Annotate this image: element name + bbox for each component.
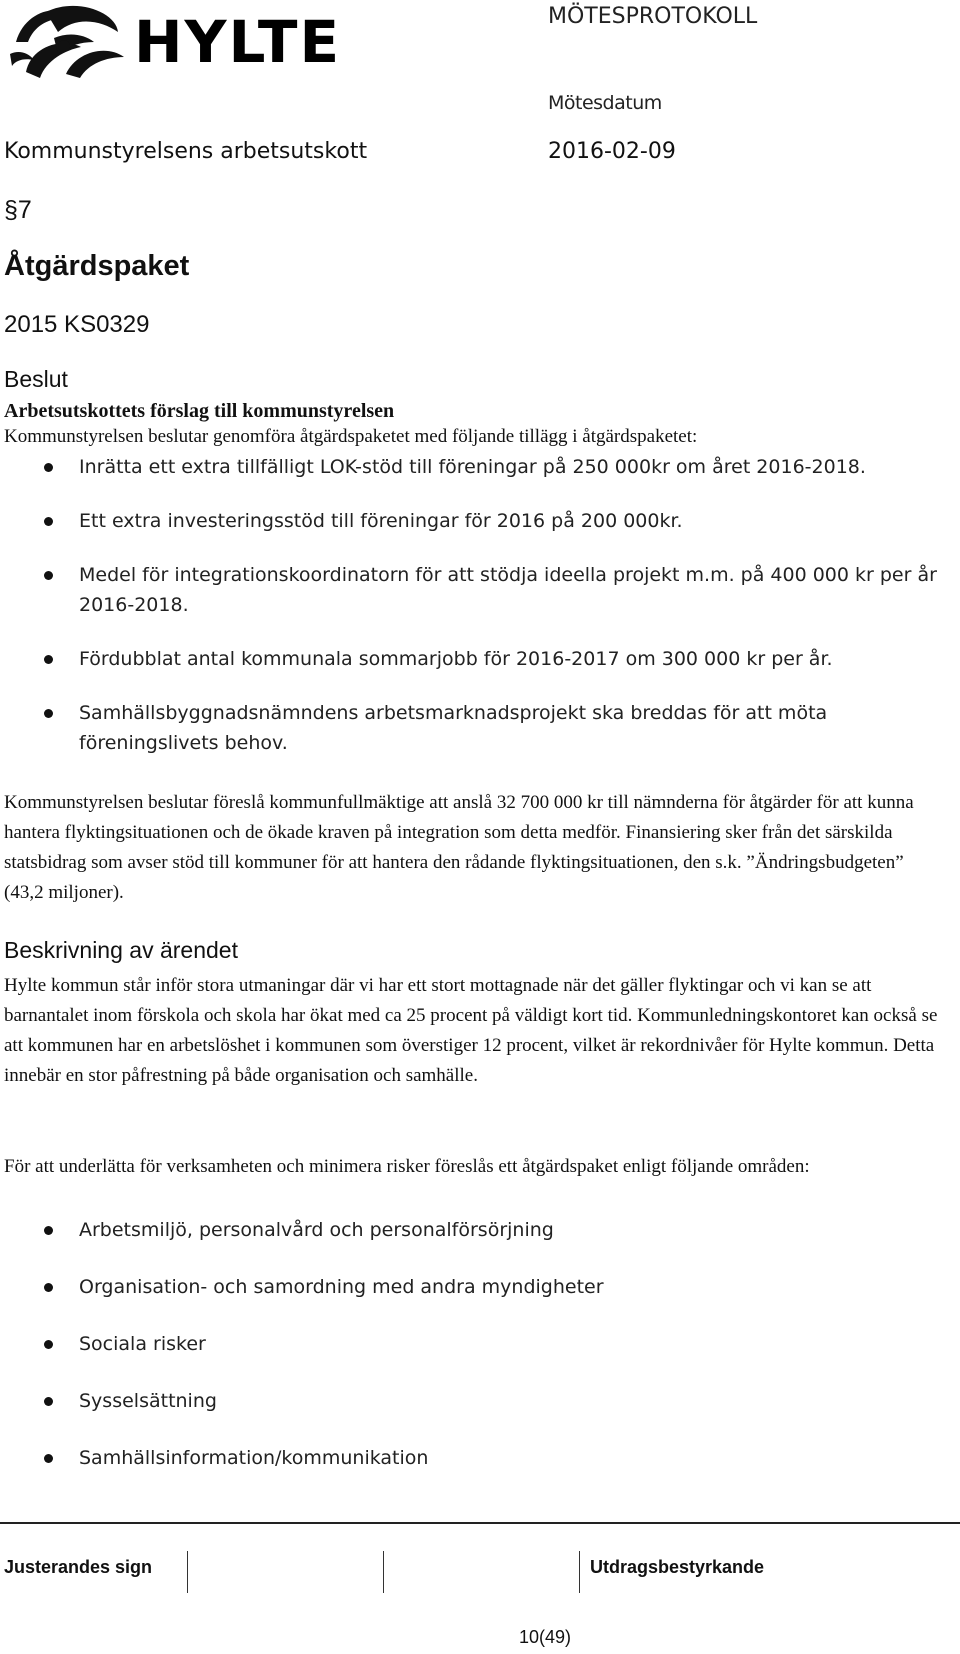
bullet-icon xyxy=(44,1397,53,1406)
bullet-icon xyxy=(44,655,53,664)
list-item: Inrätta ett extra tillfälligt LOK-stöd till föreningar på 250 000kr om året 2016-2018. xyxy=(44,452,944,482)
document-type: MÖTESPROTOKOLL xyxy=(548,4,758,29)
list-item: Samhällsinformation/kommunikation xyxy=(44,1443,944,1473)
list-item: Ett extra investeringsstöd till föreningar för 2016 på 200 000kr. xyxy=(44,506,944,536)
list-item: Samhällsbyggnadsnämndens arbetsmarknadsprojekt ska breddas för att möta föreningslivets behov. xyxy=(44,698,944,758)
decision-text: Kommunstyrelsen beslutar föreslå kommunfullmäktige att anslå 32 700 000 kr till nämnderna för åtgärder för att kunna hantera flyktingsituationen och de ökade kraven på integration som detta medför. Finansiering sker från det särskilda statsbidrag som avser stöd till kommuner för att hantera den rådande flyktingsituationen, den s.k. ”Ändringsbudgeten” (43,2 miljoner). xyxy=(4,792,914,903)
sign-label: Justerandes sign xyxy=(4,1557,153,1577)
description-heading: Beskrivning av ärendet xyxy=(4,937,238,963)
bullet-icon xyxy=(44,709,53,718)
bullet-icon xyxy=(44,571,53,580)
bullet-icon xyxy=(44,1283,53,1292)
certify-label: Utdragsbestyrkande xyxy=(590,1557,765,1577)
proposal-subheading: Arbetsutskottets förslag till kommunstyrelsen xyxy=(4,400,395,422)
beslut-heading: Beslut xyxy=(4,366,68,392)
list-item: Sysselsättning xyxy=(44,1386,944,1416)
meeting-date: 2016-02-09 xyxy=(548,139,676,164)
committee-name: Kommunstyrelsens arbetsutskott xyxy=(4,139,368,164)
logo-wordmark: HYLTE xyxy=(134,8,342,76)
bullet-icon xyxy=(44,463,53,472)
areas-bullet-list xyxy=(44,1215,944,1473)
page-number: 10(49) xyxy=(519,1627,572,1647)
hylte-logo xyxy=(6,2,346,80)
bullet-icon xyxy=(44,1454,53,1463)
paragraph-number: §7 xyxy=(4,196,32,224)
case-number: 2015 KS0329 xyxy=(4,311,150,338)
flower-emblem-icon xyxy=(6,2,128,80)
list-item: Fördubblat antal kommunala sommarjobb för 2016-2017 om 300 000 kr per år. xyxy=(44,644,944,674)
sign-field-divider xyxy=(383,1551,384,1593)
description-paragraph-1: Hylte kommun står inför stora utmaningar där vi har ett stort mottagnade när det gäller flyktingar och vi kan se att barnantalet inom förskola och skola har ökat med ca 25 procent på väldigt kort tid. Kommunledningskontoret kan också se att kommunen har en arbetslöshet i kommunen som överstiger 12 procent, vilket är rekordnivåer för Hylte kommun. Detta innebär en stor påfrestning på både organisation och samhälle. xyxy=(4,975,938,1086)
beslut-intro: Kommunstyrelsen beslutar genomföra åtgärdspaketet med följande tillägg i åtgärdspaketet: xyxy=(4,426,698,447)
list-item: Sociala risker xyxy=(44,1329,944,1359)
bullet-icon xyxy=(44,1226,53,1235)
footer-divider xyxy=(0,1522,960,1524)
page-title: Åtgärdspaket xyxy=(4,250,190,282)
list-item: Arbetsmiljö, personalvård och personalförsörjning xyxy=(44,1215,944,1245)
bullet-icon xyxy=(44,517,53,526)
description-paragraph-2: För att underlätta för verksamheten och minimera risker föreslås ett åtgärdspaket enligt följande områden: xyxy=(4,1156,810,1177)
beslut-bullet-list xyxy=(44,452,944,758)
certify-field-divider xyxy=(579,1551,580,1593)
list-item: Organisation- och samordning med andra myndigheter xyxy=(44,1272,944,1302)
meeting-date-label: Mötesdatum xyxy=(548,92,662,114)
list-item: Medel för integrationskoordinatorn för att stödja ideella projekt m.m. på 400 000 kr per år 2016-2018. xyxy=(44,560,944,620)
bullet-icon xyxy=(44,1340,53,1349)
sign-field-divider xyxy=(187,1551,188,1593)
